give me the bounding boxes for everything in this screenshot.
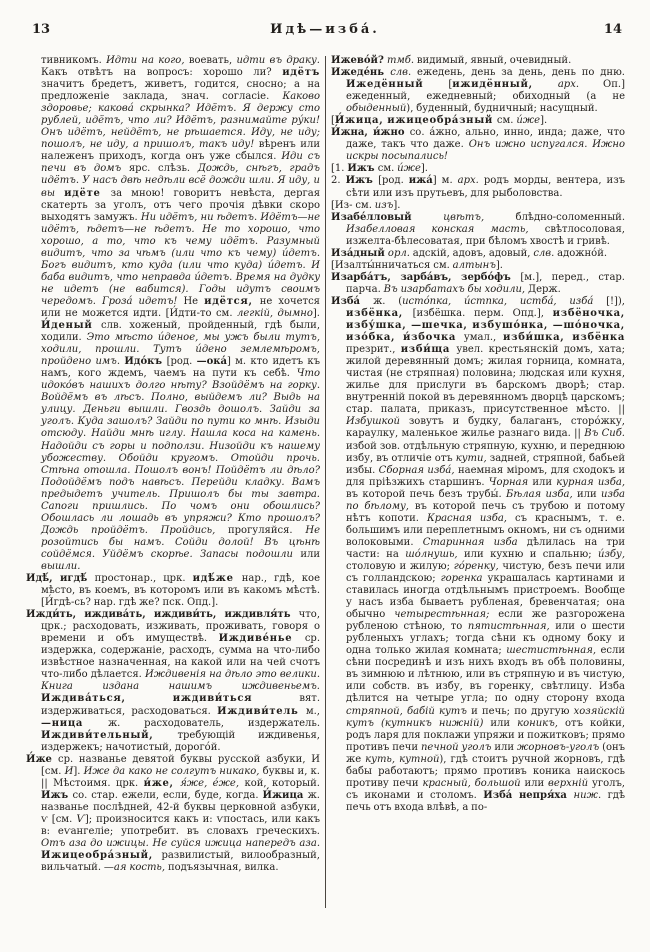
headword: Ижево́й? — [331, 55, 387, 66]
entry-text: ]. — [393, 199, 401, 211]
entry-text: арх. — [557, 79, 604, 91]
entry-text: [!]), — [606, 295, 625, 307]
entry-text: не хочется или не можется идти. [И́дти-то см. — [41, 295, 320, 319]
entry-text: Онъ ижно испугался. Ижно искры посыпались! — [346, 139, 625, 163]
entry-text: ), гдѣ стоитъ ручной жорновъ, гдѣ бабы работаютъ; прямо противъ коника наискось противу печи — [346, 753, 626, 789]
dictionary-entry — [26, 609, 320, 754]
entry-text: въ которой печь безъ трубы́. — [346, 488, 507, 500]
entry-text: кой, который. — [244, 777, 320, 789]
entry-text: задней, стряпной, бабьей избы. — [346, 452, 625, 476]
dictionary-entry — [331, 175, 625, 199]
headword: идётъ — [282, 67, 320, 79]
entry-text: значитъ бредетъ, живетъ, годится, сносно; а на предложеніе заклада, знач. согласіе. — [41, 79, 320, 103]
entry-text: верхній — [548, 777, 592, 789]
headword: Изабе́лловый — [331, 211, 444, 223]
headword: Ижъ — [347, 163, 378, 175]
entry-text: Держ. — [527, 283, 561, 295]
entry-text: слв. хоженый, пройденный, гдѣ были, ходили. — [41, 320, 320, 344]
entry-text: родъ морды, вентера, изъ сѣти или изъ прутьевъ, для рыболовства. — [346, 175, 626, 199]
headword: идётся, — [204, 295, 260, 307]
entry-text: [избёшка. перм. Опд.], — [412, 307, 553, 319]
entry-text: Старинная изба — [422, 536, 527, 548]
dictionary-entry — [331, 127, 625, 163]
entry-text: увел. крестьянскій домъ, хата; жилой деревянный домъ; жилая горница, комната, чистая (не стряпная) половина; людская или кухня, жилье для прислуги въ барскомъ дворѣ; стар. внутренній покой въ деревянномъ дворцѣ царскомъ; стар. палата, приказъ, присутственное мѣсто. || — [346, 344, 625, 416]
entry-text: Каково здоровье; какова́ скрынка? Идётъ. Я держу сто рублей, идётъ, что ли? Идётъ, разнимайте ру́ки! Онъ идётъ, нейдётъ, не рѣшается. Иду, не иду; пошолъ, не иду, а пришолъ, такъ иду! — [41, 91, 320, 151]
headword: Иждиви́тель — [217, 705, 306, 717]
entry-text: Оп.] ежеденный, ежедневный; обиходный (а не — [346, 79, 625, 103]
headword: Ижъ — [41, 789, 73, 801]
entry-text: тивникомъ. — [41, 55, 107, 66]
headword: Ижеде́нь — [331, 67, 391, 79]
headword: —ока́ — [196, 356, 227, 368]
headword: идѣ́же — [192, 573, 242, 585]
headword: Ижицеобра́зный, — [41, 850, 162, 862]
page-title: Идѣ—изба́. — [270, 22, 380, 37]
entry-text: Иждивенія на дѣло это велики. Книга издана нашимъ иждивеньемъ. — [41, 669, 320, 693]
entry-text: въ которой печь съ трубою и потому нѣтъ копоти. — [346, 500, 625, 524]
entry-text: арх. — [457, 175, 484, 187]
dictionary-entry — [331, 296, 625, 814]
entry-text: изба по бѣлому, — [346, 488, 626, 512]
entry-text: Избушкой — [346, 416, 409, 428]
headword: Иза́дный — [331, 247, 388, 259]
entry-text: Что идоко́въ нашихъ долго нѣту? Взойдёмъ на горку. Войдёмъ въ лѣсъ. Полно, выйдемъ ли? Выдь на улицу. Деньги вышли. Гвоздь дошолъ. Зайди за уголъ. Куда зашолъ? Зайди по пути ко мнѣ. Изыди отсюду. Найди мнѣ иглу. Нашла коса на камень. Надойди съ горы и подползи. Низойди къ нашему убожеству. Обойди кругомъ. Отойди прочь. Стѣна отошла. Пошолъ вонъ! Пойдётъ ли дѣло? Подойдёмъ подъ навѣсъ. Перейди кладку. Вамъ предыдетъ учитель. Пришолъ бы ты завтра. Сапоги пришлись. По чомъ они обошлись? Обошлась ли лошадь въ упряжи? Кто прошолъ? Дождь пройдётъ. Пройдись, — [41, 368, 320, 536]
entry-text: требующій иждивенья, издержекъ; начотистый, дорого́й. — [41, 729, 320, 753]
entry-text: презрит., — [346, 344, 401, 356]
entry-text: видимый, явный, очевидный. — [416, 55, 572, 66]
headword: идёте — [64, 187, 111, 199]
entry-text: и печь; по другую — [471, 705, 574, 717]
entry-text: Сборная изба́, — [378, 464, 458, 476]
entry-text: го́ренку, — [453, 560, 503, 572]
entry-text: Отъ аза до ижицы. Не суйся ижица напередъ аза. — [41, 838, 320, 850]
dictionary-entry — [331, 272, 625, 296]
text-columns — [26, 55, 625, 908]
entry-text: идти въ драку. — [236, 55, 320, 66]
entry-text: ярс. слѣзь. — [128, 163, 198, 175]
entry-text: Иди съ печи въ домъ — [41, 151, 320, 175]
entry-text: горенка — [440, 573, 488, 585]
entry-text: И — [64, 765, 74, 777]
entry-text: Чорная — [488, 476, 533, 488]
entry-text: вят. издерживаться, расходоваться. — [41, 693, 320, 717]
entry-text: [ — [448, 79, 453, 91]
dictionary-entry — [331, 67, 625, 115]
entry-text: и́же — [397, 163, 421, 175]
entry-text: дѣлилась на три части: на — [346, 536, 625, 560]
entry-text: изъ — [374, 199, 394, 211]
entry-text: избой зов. отдѣльную стряпную, кухню, и переднюю избу, въ отличіе отъ — [346, 440, 625, 464]
entry-text: буквы и, к. || Мѣстоимя. црк. — [41, 765, 320, 789]
entry-text: за мною! говоритъ невѣста, дергая скатерть за уголъ, отъ чего прочія дѣвки скоро выходятъ замужъ. — [41, 187, 321, 223]
dictionary-entry — [26, 754, 320, 874]
entry-text: хозяйскій кутъ (кутникъ нижній) — [346, 705, 625, 729]
entry-text: слв. — [533, 247, 558, 259]
entry-text: если же разгорожена рубленою стѣною, то — [346, 609, 625, 633]
entry-text: Иже да како не солгутъ никако, — [83, 765, 263, 777]
entry-text: и́же — [516, 115, 541, 127]
dictionary-entry — [331, 200, 625, 212]
entry-text: алтынъ — [452, 259, 496, 271]
entry-text: [род. — [378, 175, 409, 187]
headword: И́деный — [41, 320, 102, 332]
headword: Ижъ — [345, 175, 379, 187]
headword: И́жица — [262, 789, 308, 801]
headword: Идо́къ — [124, 356, 167, 368]
entry-text: коникъ, — [517, 717, 566, 729]
entry-text: зовутъ и будку, балаганъ, сторо́жку, караулку, маленькое жилье разнаго вида. || — [346, 416, 625, 440]
dictionary-entry — [331, 163, 625, 175]
entry-text: Изабелловая конская масть, — [346, 223, 545, 235]
entry-text: Ни идётъ, ни ѣдетъ. Идётъ—не идётъ, ѣдетъ—не ѣдетъ. Не то хорошо, что хорошо, а то, что къ чему идётъ. Разумный видитъ, что за чѣмъ (или что къ чему) и́детъ. Богъ видитъ, кто куда (или что куда) и́детъ. И баба видитъ, что неправда и́детъ. Время на дудку не идетъ (не вабится). Годы идутъ своимъ чередомъ. Гроза́ идетъ! — [41, 211, 320, 307]
entry-text: ]. — [420, 163, 428, 175]
entry-text: четырестѣнная; — [394, 609, 499, 621]
entry-text: уголъ, съ иконами и столомъ. — [346, 777, 625, 801]
entry-text: ж. названье послѣдней, 42-й буквы церковной азбуки, ѵ [см. — [41, 789, 320, 825]
entry-text: ]; произносится какъ и: ѵпостась, или какъ в: еѵангеліе; употребит. въ словахъ греческихъ. — [41, 813, 320, 837]
page-number-right: 14 — [603, 22, 622, 37]
entry-text: [род. — [166, 356, 197, 368]
dictionary-entry — [331, 115, 625, 127]
entry-text: куть, кутной — [365, 753, 440, 765]
entry-text: гдѣ печь отъ входа влѣвѣ, а по- — [346, 789, 625, 813]
dictionary-entry — [331, 248, 625, 260]
headword: И́же — [26, 753, 58, 765]
entry-text: обыденный — [346, 103, 407, 115]
entry-text: [ — [331, 115, 335, 127]
headword: ижидённый, — [452, 79, 558, 91]
entry-text: ] м. — [432, 175, 458, 187]
entry-text: и́збу, — [598, 548, 625, 560]
entry-text: ср. издержка, содержаніе, расходъ, сумма на что-либо извѣстное назначенная, на какой или на чей счотъ что-либо дѣлается. — [41, 633, 320, 681]
entry-text: ниж. — [573, 789, 608, 801]
entry-text: нар., гдѣ, кое мѣсто, въ коемъ, въ которомъ или въ какомъ мѣстѣ. [И́гдѣ-сь? нар. гдѣ же? пск. Опд.]. — [41, 573, 320, 609]
headword: изби́шка, избёнка — [503, 332, 625, 344]
entry-text: ежедень, день за день, день по дню. — [417, 67, 625, 79]
entry-text: стряпной, бабій кутъ — [346, 705, 472, 717]
entry-text: [1. — [331, 163, 348, 175]
entry-text: ]. — [540, 115, 548, 127]
headword: Иждива́ться, иждиви́ться — [41, 693, 300, 705]
column-divider-rule — [325, 56, 326, 908]
entry-text: см. — [496, 115, 517, 127]
entry-text: Въ изарбатахъ бы ходили, — [383, 283, 528, 295]
dictionary-entry — [26, 573, 320, 609]
entry-text: см. — [377, 163, 398, 175]
entry-text: я́же, е́же, — [180, 777, 245, 789]
headword: Иждиве́нье — [218, 633, 305, 645]
headword: Изба́ непря́ха — [483, 789, 574, 801]
headword: Ижди́ть, иждива́ть, иждиви́ть, иждивля́ть — [26, 609, 299, 621]
entry-text: или — [494, 741, 517, 753]
entry-text: цвѣтъ, — [443, 211, 516, 223]
entry-text: жорновъ-уголъ — [516, 741, 603, 753]
entry-text: слв. — [390, 67, 417, 79]
headword: и́же, — [143, 777, 181, 789]
entry-text: красный, большой — [422, 777, 525, 789]
entry-text: 2. — [331, 175, 346, 187]
entry-text: печной уголъ — [420, 741, 495, 753]
entry-text: ] м. кто идетъ къ намъ, кого ждемъ, чаемъ на пути къ себѣ. — [41, 356, 321, 380]
entry-text: съ краснымъ, т. е. большимъ или переплетнымъ окномъ, ни съ одними волоковыми. — [346, 512, 625, 548]
entry-text: наемная міромъ, для сходокъ и для пріѣзжихъ старшинъ. — [346, 464, 625, 488]
headword: изби́ща — [400, 344, 457, 356]
headword: ижа́ — [408, 175, 433, 187]
headword: избёночка, избу́шка, —шечка, избушо́нка, —шо́ночка, изо́бка, и́збочка — [346, 307, 625, 344]
entry-text: ж. расходователь, издержатель. — [107, 717, 320, 729]
entry-text: умал., — [463, 332, 504, 344]
dictionary-entry — [331, 55, 625, 67]
entry-text: если сѣни посрединѣ и изъ нихъ входъ въ обѣ половины, въ зимнюю и лѣтнюю, или въ стряпную и въ чистую, или собств. въ избу, въ горенку, свѣтлицу. Изба дѣлится на четыре угла; по одну сторону входа — [346, 645, 626, 705]
entry-text: простонар., црк. — [94, 573, 193, 585]
entry-text: ]. — [312, 307, 320, 319]
entry-text: ]. — [73, 765, 84, 777]
entry-text: или — [490, 717, 518, 729]
entry-text: Ѵ — [76, 813, 85, 825]
dictionary-entry — [331, 212, 625, 248]
entry-text: или — [300, 548, 320, 560]
entry-text: Идти на кого, — [106, 55, 189, 66]
entry-text: —ая кость, — [103, 862, 168, 874]
headword: Изарба́тъ, зарба́въ, зербо́фъ — [331, 271, 521, 283]
entry-text: отъ койки, родъ ларя для поклажи упряжи и пожитковъ; прямо противъ печи — [346, 717, 626, 753]
entry-text: прогуляйся. — [227, 524, 306, 536]
entry-text: тмб. — [386, 55, 417, 66]
headword: избёнка, — [346, 307, 413, 319]
left-column — [26, 55, 320, 908]
entry-text: ), буденный, будничный; насущный. — [406, 103, 598, 115]
entry-text: (онъ же — [346, 741, 626, 765]
entry-text: легкій, дымно — [236, 307, 313, 319]
entry-text: или — [577, 488, 602, 500]
entry-text: адскій, адовъ, адовый, — [412, 247, 534, 259]
entry-text: со. стар. ежели, если, буде, когда. — [72, 789, 263, 801]
entry-continuation — [26, 55, 320, 573]
entry-text: или — [532, 476, 557, 488]
entry-text: ср. названье девятой буквы русской азбуки, И [см. — [41, 753, 320, 777]
right-column — [331, 55, 625, 908]
entry-text: ]. — [495, 259, 503, 271]
entry-text: чистую, безъ печи или съ голландскою; — [346, 560, 625, 585]
entry-text: исто́пка, и́стпка, истба́, изба́ — [402, 295, 607, 307]
entry-text: [Из- см. — [331, 199, 375, 211]
entry-text: украшалась картинами и ставилась иногда отдѣльнымъ пристроемъ. Вообще у насъ изба бываетъ рубленая, бревенчатая; она обычно — [346, 573, 625, 621]
entry-text: [м.], перед., стар. парча. — [346, 271, 625, 295]
entry-text: или — [524, 777, 549, 789]
entry-text: орл. — [387, 247, 413, 259]
entry-text: что, црк.; расходовать, изживать, проживать, говоря о времени и объ имуществѣ. — [41, 609, 320, 645]
entry-text: ж. ( — [373, 295, 403, 307]
entry-text: вѣренъ или належенъ приходъ, когда онъ уже сбылся. — [41, 139, 320, 163]
entry-text: подъязычная, вилка. — [167, 862, 279, 874]
entry-text: Не розойтись бы намъ. Сойди долой! Въ цѣнѣ сойдёмся. Уйдёмъ скорѣе. Запасы подошли — [41, 524, 320, 560]
entry-text: м., — [305, 705, 320, 717]
entry-text: Бѣлая изба, — [506, 488, 577, 500]
entry-text: столовую и жилую; — [346, 560, 454, 572]
headword: Изба́ — [331, 295, 374, 307]
entry-text: курная изба, — [556, 476, 625, 488]
entry-text: Дождь, снѣгъ, градъ идётъ. У насъ двѣ недѣли всё дожди шли. Я иду, и вы — [41, 163, 320, 199]
headword: И́жица, ижицеобра́зный — [334, 115, 497, 127]
page-number-left: 13 — [32, 22, 51, 37]
entry-text: блѣдно-соломенный. — [515, 211, 625, 223]
entry-text: адожно́й. — [557, 247, 608, 259]
entry-text: кути, — [455, 452, 490, 464]
entry-text: шестистѣнная, — [506, 645, 601, 657]
entry-text: [Изалты́нничаться см. — [331, 259, 453, 271]
entry-text: Красная изба, — [426, 512, 515, 524]
entry-text: Какъ отвѣтъ на вопросъ: хорошо ли? — [41, 67, 283, 79]
entry-text: со. а́жно, ально, инно, инда; даже, что даже, такъ что даже. — [346, 127, 626, 151]
entry-text: Въ Сиб. — [584, 428, 625, 440]
entry-text: Это мѣсто и́деное, мы ужъ были тутъ, ходили, прошли. Тутъ и́дено землемѣромъ, пройдено имъ. — [41, 332, 320, 368]
entry-text: или кухню и спальню; — [464, 548, 599, 560]
entry-text: Не — [183, 295, 205, 307]
entry-text: пятистѣнная, — [467, 621, 556, 633]
entry-text: свѣтлосоловая, изжелта-бѣлесоватая, при бѣломъ хвостѣ и гривѣ. — [346, 223, 625, 247]
entry-text: развилистый, вилообразный, вильчатый. — [41, 850, 320, 874]
headword: Ижедённый — [346, 79, 449, 91]
entry-text: или о шести рубленыхъ углахъ; тогда сѣни къ одному боку и одна только жилая комната; — [346, 621, 625, 657]
headword: И́жна, и́жно — [331, 127, 410, 139]
entry-text: шо́лнушь, — [405, 548, 465, 560]
entry-text: вышли. — [41, 560, 81, 572]
dictionary-entry — [331, 260, 625, 272]
headword: —ница — [41, 717, 108, 729]
headword: Иждиви́тельный, — [41, 729, 178, 741]
headword: Идѣ́, игдѣ́ — [26, 573, 95, 585]
entry-text: воевать, — [188, 55, 237, 66]
running-head — [0, 22, 650, 40]
